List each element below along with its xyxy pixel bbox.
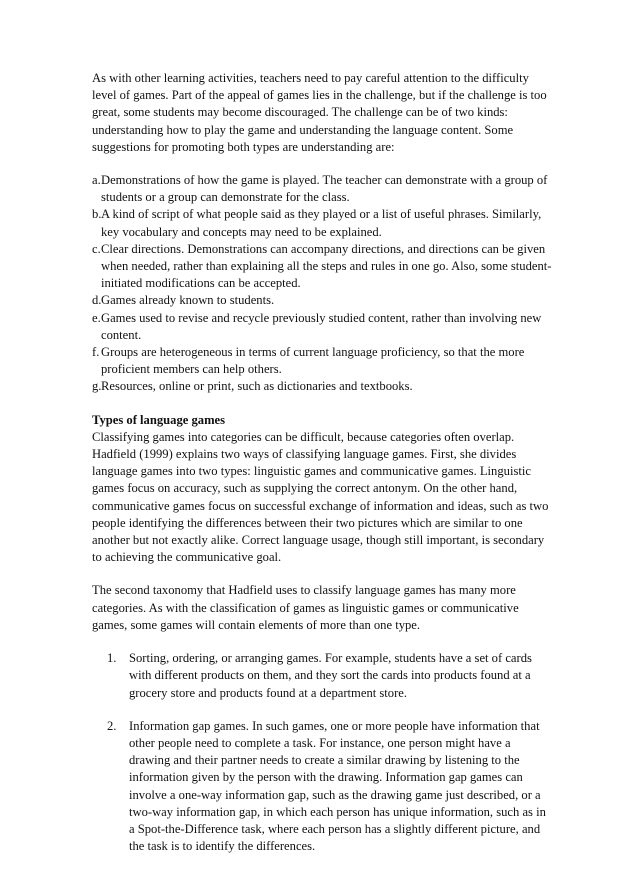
list-item xyxy=(92,650,554,702)
list-item-text: Games used to revise and recycle previously studied content, rather than involving new content. xyxy=(101,310,542,342)
list-item xyxy=(92,718,554,856)
list-item-text: Information gap games. In such games, one or more people have information that other people need to complete a task. For instance, one person might have a drawing and their partner needs to create a similar drawing by listening to the information given by the person with the drawing. Information gap games can involve a one-way information gap, such as the drawing game just described, or a two-way information gap, in which each person has unique information, such as in a Spot-the-Difference task, where each person has a slightly different picture, and the task is to identify the differences. xyxy=(129,718,546,854)
list-item xyxy=(92,241,554,293)
list-item xyxy=(92,206,554,240)
document-page xyxy=(92,70,554,871)
list-item xyxy=(92,172,554,206)
list-marker: f. xyxy=(92,345,100,360)
list-marker: 1. xyxy=(107,651,117,666)
game-types-list xyxy=(92,650,554,855)
list-marker: 2. xyxy=(107,718,117,733)
list-marker: g. xyxy=(92,379,102,394)
classifying-paragraph: Classifying games into categories can be difficult, because categories often overlap. Hadfield (1999) explains two ways of classifying language games. First, she divides language games into two types: linguistic games and communicative games. Linguistic games focus on accuracy, such as supplying the correct antonym. On the other hand, communicative games focus on successful exchange of information and ideas, such as two people identifying the differences between their two pictures which are similar to one another but not exactly alike. Correct language usage, though still important, is secondary to achieving the communicative goal. xyxy=(92,429,549,565)
list-item xyxy=(92,310,554,344)
list-item xyxy=(92,344,554,378)
suggestions-list xyxy=(92,172,554,396)
intro-paragraph: As with other learning activities, teachers need to pay careful attention to the difficulty level of games. Part of the appeal of games lies in the challenge, but if the challenge is too great, some students may become discouraged. The challenge can be of two kinds: understanding how to play the game and understanding the language content. Some suggestions for promoting both types are understanding are: xyxy=(92,71,547,154)
list-item-text: Clear directions. Demonstrations can accompany directions, and directions can be given when needed, rather than explaining all the steps and rules in one go. Also, some student-initiated modifications can be accepted. xyxy=(101,241,552,291)
list-marker: a. xyxy=(92,173,101,188)
list-item-text: A kind of script of what people said as they played or a list of useful phrases. Similarly, key vocabulary and concepts may need to be explained. xyxy=(101,207,542,239)
list-marker: b. xyxy=(92,207,102,222)
taxonomy-paragraph: The second taxonomy that Hadfield uses to classify language games has many more categories. As with the classification of games as linguistic games or communicative games, some games will contain elements of more than one type. xyxy=(92,583,519,632)
list-item-text: Games already known to students. xyxy=(101,293,275,308)
list-marker: e. xyxy=(92,310,101,325)
list-item-text: Sorting, ordering, or arranging games. For example, students have a set of cards with different products on them, and they sort the cards into products found at a grocery store and products found at a department store. xyxy=(129,651,532,700)
list-marker: c. xyxy=(92,241,101,256)
list-item xyxy=(92,292,554,309)
list-item-text: Groups are heterogeneous in terms of current language proficiency, so that the more proficient members can help others. xyxy=(101,345,525,377)
list-marker: d. xyxy=(92,293,102,308)
list-item xyxy=(92,378,554,395)
list-item-text: Demonstrations of how the game is played. The teacher can demonstrate with a group of students or a group can demonstrate for the class. xyxy=(101,173,548,205)
list-item-text: Resources, online or print, such as dictionaries and textbooks. xyxy=(101,379,413,394)
section-heading: Types of language games xyxy=(92,412,226,427)
